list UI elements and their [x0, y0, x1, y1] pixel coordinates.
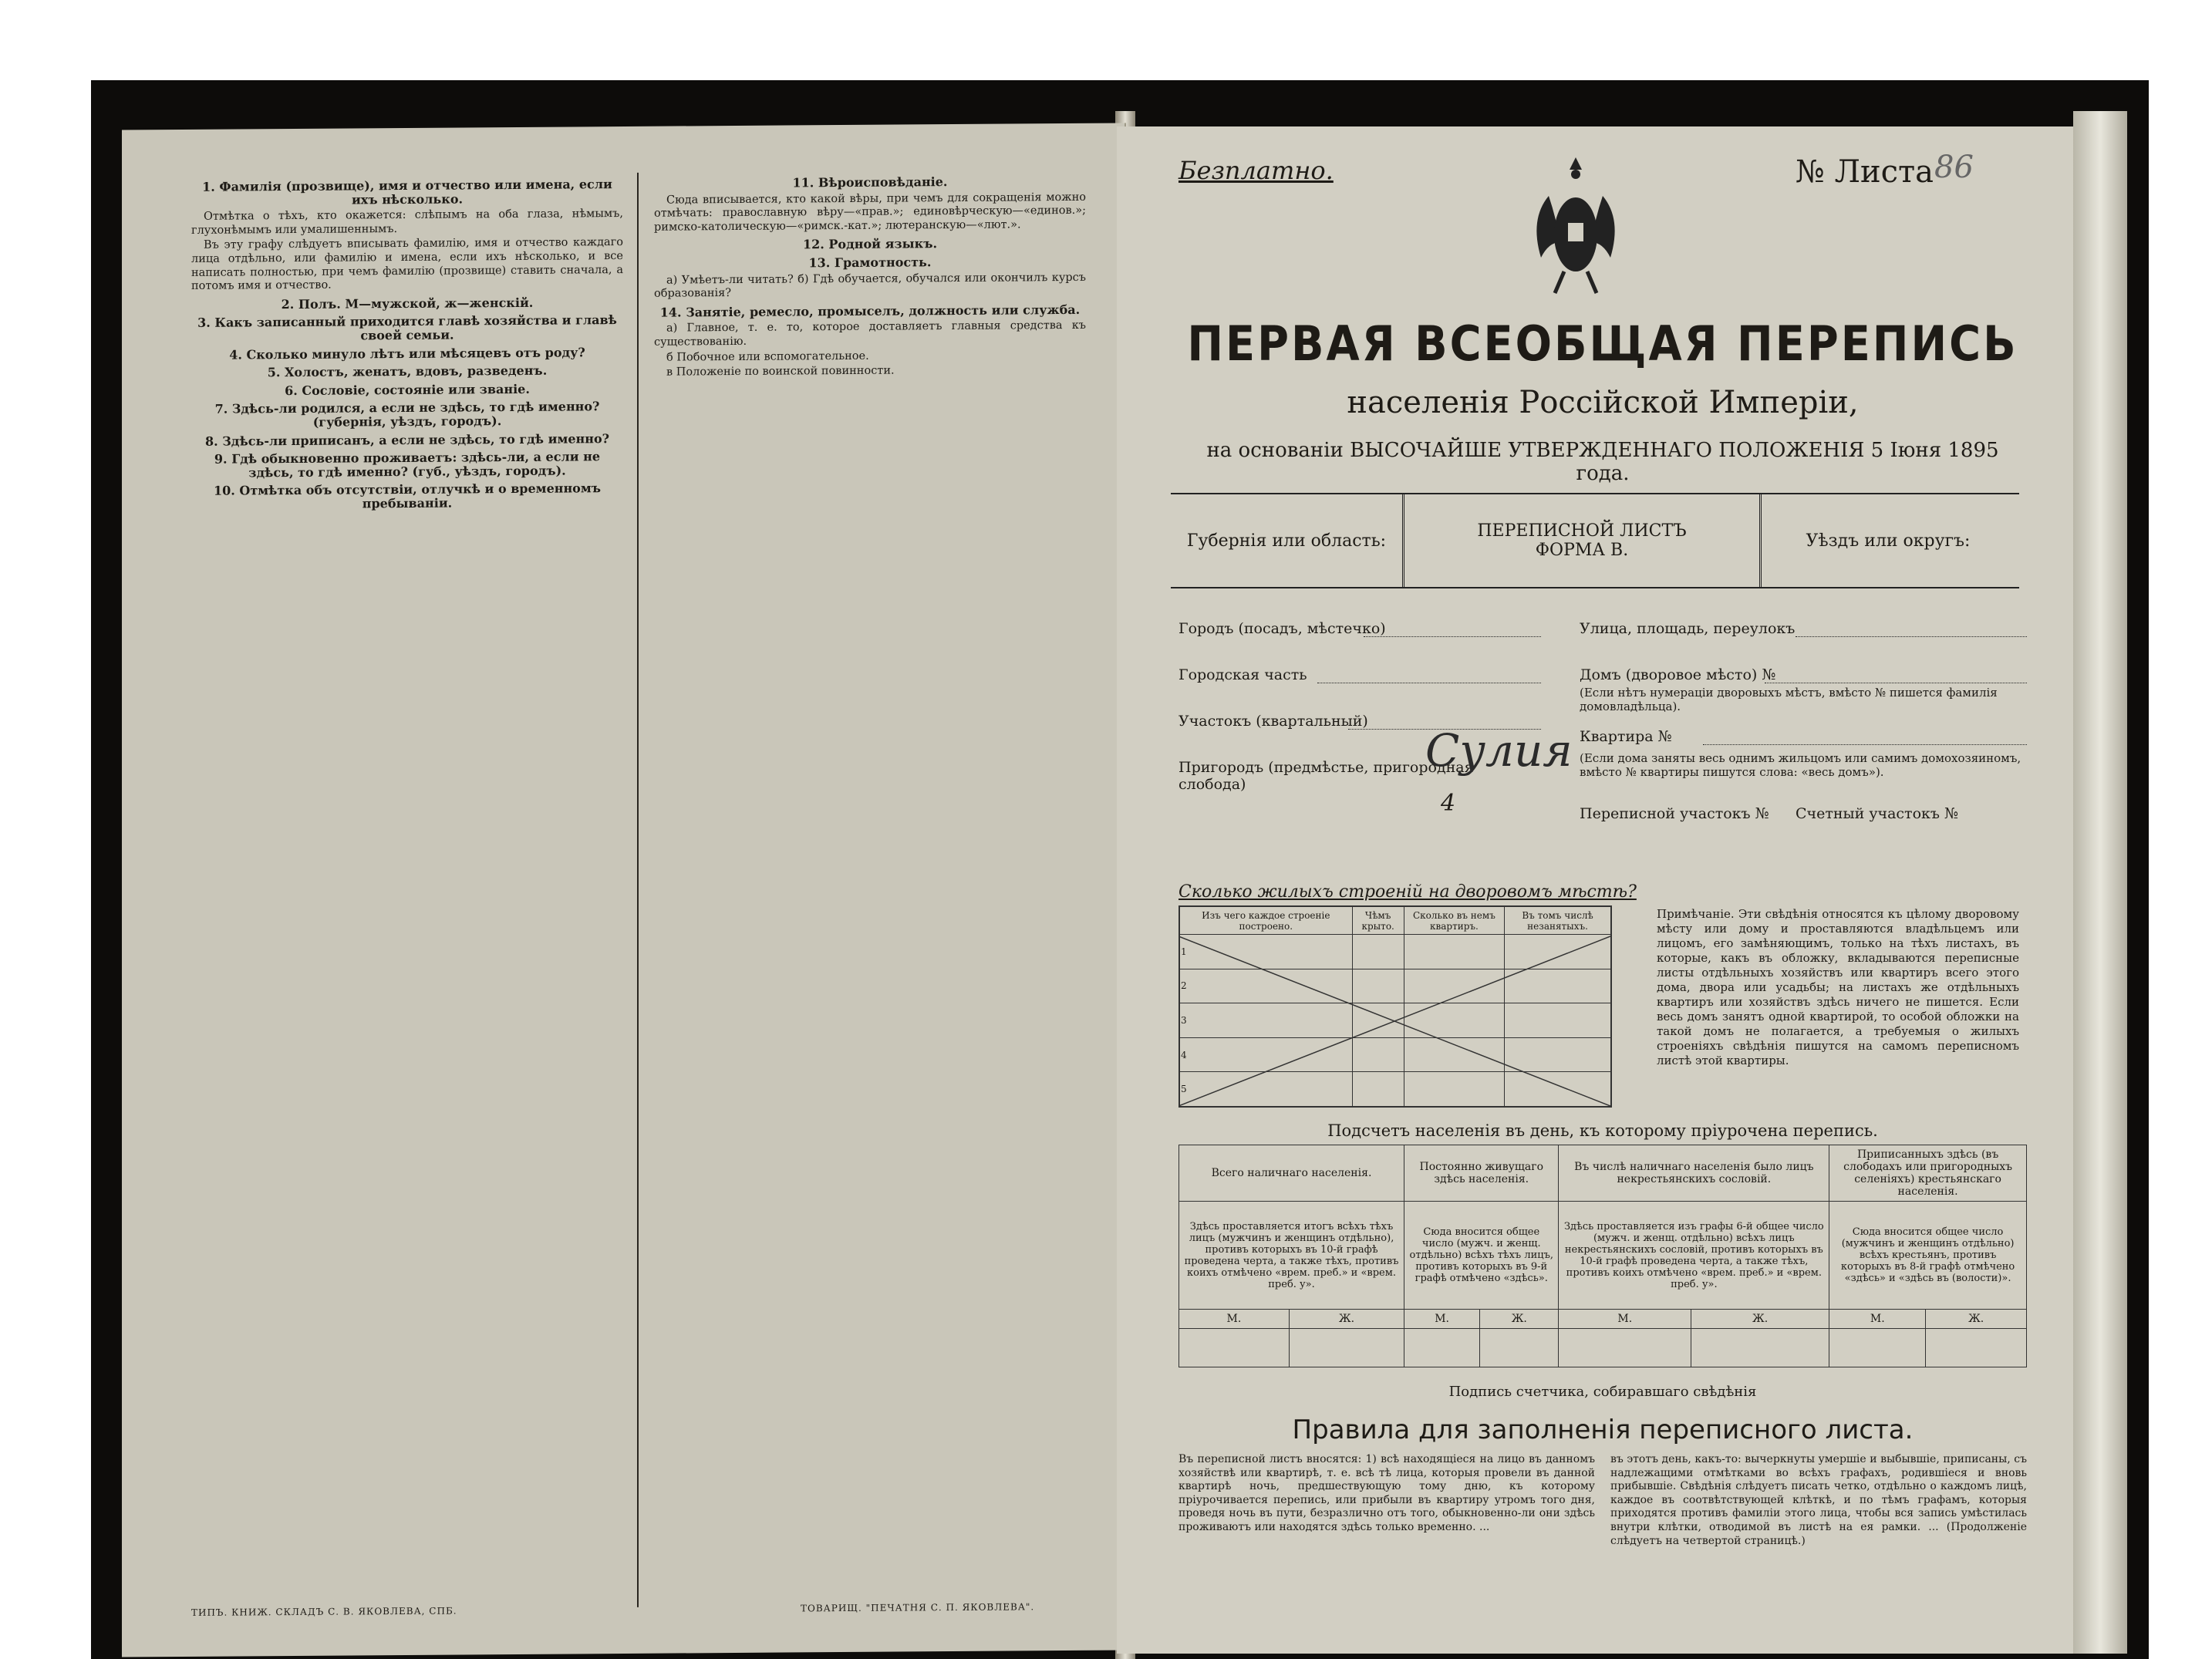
- left-page: [122, 123, 1126, 1657]
- female-label: Ж.: [1691, 1310, 1829, 1329]
- male-label: М.: [1829, 1310, 1926, 1329]
- free-label: Безплатно.: [1178, 156, 1334, 185]
- field-street: Улица, площадь, переулокъ: [1580, 620, 1796, 637]
- field-suburb: Пригородъ (предмѣстье, пригородная слобода): [1178, 759, 1474, 793]
- buildings-row-number: 4: [1180, 1037, 1353, 1072]
- count-header: Приписанныхъ здѣсь (въ слободахъ или пригородныхъ селеніяхъ) крестьянскаго населенія.: [1829, 1145, 2027, 1202]
- section-text: Въ эту графу слѣдуетъ вписывать фамилію, имя и отчество каждаго лица отдѣльно, или фамилію и имена, если ихъ нѣсколько, и все написать полностью, при чемъ фамилію (прозвище) ставить сначала, а потомъ имя и отчество.: [191, 236, 623, 293]
- female-label: Ж.: [1289, 1310, 1404, 1329]
- section-heading: 8. Здѣсь-ли приписанъ, а если не здѣсь, то гдѣ именно?: [204, 430, 610, 449]
- population-count-table: [1178, 1145, 2027, 1367]
- buildings-question: Сколько жилыхъ строеній на дворовомъ мѣстѣ?: [1178, 882, 1637, 902]
- section-heading: 2. Полъ. М—мужской, ж—женскій.: [281, 295, 534, 312]
- section-text: а) Умѣетъ-ли читать? б) Гдѣ обучается, обучался или окончилъ курсъ образованія?: [654, 271, 1086, 300]
- population-count-title: Подсчетъ населенія въ день, къ которому пріурочена перепись.: [1327, 1121, 1878, 1140]
- imperial-eagle-emblem: [1526, 150, 1626, 296]
- section-heading: 14. Занятіе, ремесло, промыселъ, должность или служба.: [659, 302, 1081, 320]
- female-label: Ж.: [1926, 1310, 2027, 1329]
- section-heading: 6. Сословіе, состояніе или званіе.: [285, 381, 530, 398]
- field-district: Участокъ (квартальный): [1178, 713, 1368, 730]
- printer-footer-left: ТИПЪ. КНИЖ. СКЛАДЪ С. В. ЯКОВЛЕВА, СПБ.: [191, 1605, 457, 1618]
- section-heading: 13. Грамотность.: [808, 255, 932, 271]
- section-heading: 5. Холостъ, женатъ, вдовъ, разведенъ.: [267, 362, 548, 380]
- buildings-header: Изъ чего каждое строеніе построено.: [1180, 907, 1353, 935]
- section-heading: 4. Сколько минуло лѣтъ или мѣсяцевъ отъ роду?: [229, 344, 585, 362]
- buildings-row-number: 2: [1180, 969, 1353, 1003]
- count-description: Сюда вносится общее число (мужч. и женщ. отдѣльно) всѣхъ тѣхъ лицъ, противъ которыхъ въ 9-й графѣ отмѣчено «здѣсь».: [1404, 1202, 1559, 1310]
- right-page: [1117, 126, 2073, 1654]
- field-house: Домъ (дворовое мѣсто) №: [1580, 666, 1776, 683]
- section-heading: 11. Вѣроисповѣданіе.: [792, 174, 948, 191]
- count-header: Въ числѣ наличнаго населенія было лицъ некрестьянскихъ сословій.: [1559, 1145, 1829, 1202]
- province-field: Губернія или область:: [1186, 531, 1387, 551]
- section-heading: 7. Здѣсь-ли родился, а если не здѣсь, то гдѣ именно? (губернія, уѣздъ, городъ).: [214, 399, 600, 430]
- section-heading: 1. Фамилія (прозвище), имя и отчество или имена, если ихъ нѣсколько.: [202, 177, 612, 207]
- legal-basis-line: на основаніи ВЫСОЧАЙШЕ УТВЕРЖДЕННАГО ПОЛОЖЕНІЯ 5 Іюня 1895 года.: [1206, 439, 1999, 485]
- scanned-book-spread: [91, 80, 2149, 1659]
- section-text: Отмѣтка о тѣхъ, кто окажется: слѣпымъ на оба глаза, нѣмымъ, глухонѣмымъ или умалишеннымъ.: [191, 207, 623, 237]
- field-house-note: (Если нѣтъ нумераціи дворовыхъ мѣстъ, вмѣсто № пишется фамилія домовладѣльца).: [1580, 686, 1998, 713]
- field-count-district: Счетный участокъ №: [1796, 805, 1958, 822]
- form-title-sub: ФОРМА В.: [1535, 541, 1629, 560]
- sheet-number-label: № Листа: [1796, 154, 1934, 190]
- count-description: Сюда вносится общее число (мужчинъ и женщинъ отдѣльно) всѣхъ крестьянъ, противъ которыхъ въ 8-й графѣ отмѣчено «здѣсь» и «здѣсь въ (волости)».: [1829, 1202, 2027, 1310]
- field-apartment: Квартира №: [1580, 728, 1672, 745]
- rules-column-2: въ этотъ день, какъ-то: вычеркнуты умершіе и выбывшіе, приписаны, съ надлежащими отмѣтками во всѣхъ графахъ, родившіеся и вновь прибывшіе. Свѣдѣнія слѣдуетъ писать четко, отдѣльно о каждомъ лицѣ, каждое въ соотвѣтствующей клѣткѣ, и по тѣмъ графамъ, которыя приходятся противъ фамиліи этого лица, чтобы вся запись умѣстилась внутри клѣтки, отводимой въ листѣ на ея рамки. ... (Продолженіе слѣдуетъ на четвертой страницѣ.): [1610, 1453, 2027, 1547]
- count-description: Здѣсь проставляется изъ графы 6-й общее число (мужч. и женщ. отдѣльно) всѣхъ лицъ некрестьянскихъ сословій, противъ которыхъ въ 10-й графѣ проведена черта, а также тѣхъ, противъ коихъ отмѣчено «врем. преб.» и «врем. преб. у».: [1559, 1202, 1829, 1310]
- field-line: [1765, 682, 2027, 683]
- section-heading: 3. Какъ записанный приходится главѣ хозяйства и главѣ своей семьи.: [197, 312, 617, 343]
- buildings-header: Сколько въ немъ квартиръ.: [1404, 907, 1504, 935]
- field-line: [1703, 744, 2027, 745]
- column-divider: [637, 173, 639, 1607]
- field-line: [1796, 636, 2027, 637]
- section-text: Сюда вписывается, кто какой вѣры, при чемъ для сокращенія можно отмѣчать: православную вѣру—«прав.»; единовѣрческую—«единов.»; римско-католическую—«римск.-кат.»; лютеранскую—«лют.».: [654, 191, 1086, 234]
- buildings-row-number: 1: [1180, 935, 1353, 969]
- handwritten-street: Сулия: [1425, 724, 1573, 777]
- section-heading: 9. Гдѣ обыкновенно проживаетъ: здѣсь-ли, а если не здѣсь, то гдѣ именно? (губ., уѣздъ, городъ).: [214, 449, 601, 481]
- section-heading: 10. Отмѣтка объ отсутствіи, отлучкѣ и о временномъ пребываніи.: [213, 481, 602, 511]
- field-city: Городъ (посадъ, мѣстечко): [1178, 620, 1386, 637]
- field-line: [1317, 682, 1541, 683]
- female-label: Ж.: [1480, 1310, 1559, 1329]
- rules-column-1: Въ переписной листъ вносятся: 1) всѣ находящіеся на лицо въ данномъ хозяйствѣ или квартирѣ, т. е. всѣ тѣ лица, которыя провели въ данной квартирѣ ночь, предшествующую тому дню, къ которому пріурочивается перепись, или прибыли въ квартиру утромъ того дня, проведя ночь въ пути, безразлично отъ того, обыкновенно-ли они здѣсь проживаютъ или находятся здѣсь только временно. ...: [1178, 1453, 1595, 1533]
- form-title: [1402, 494, 1762, 587]
- census-title: ПЕРВАЯ ВСЕОБЩАЯ ПЕРЕПИСЬ: [1187, 315, 2018, 372]
- male-label: М.: [1404, 1310, 1480, 1329]
- field-apartment-note: (Если дома заняты весь однимъ жильцомъ или самимъ домохозяиномъ, вмѣсто № квартиры пишутся слова: «весь домъ»).: [1580, 751, 2021, 779]
- section-text: а) Главное, т. е. то, которое доставляетъ главныя средства къ существованію.: [654, 319, 1086, 349]
- count-description: Здѣсь проставляется итогъ всѣхъ тѣхъ лицъ (мужчинъ и женщинъ отдѣльно), противъ которыхъ въ 10-й графѣ проведена черта, а также тѣхъ, противъ коихъ отмѣчено «врем. преб.» и «врем. преб. у».: [1179, 1202, 1404, 1310]
- handwritten-sheet-number: 86: [1934, 150, 1974, 185]
- section-heading: 12. Родной языкъ.: [802, 236, 938, 252]
- buildings-note: Примѣчаніе. Эти свѣдѣнія относятся къ цѣлому дворовому мѣсту или дому и проставляются владѣльцемъ или лицомъ, его замѣняющимъ, только на тѣхъ листахъ, въ которые, какъ въ обложку, вкладываются переписные листы отдѣльныхъ хозяйствъ или квартиръ всего этого дома, двора или усадьбы; на листахъ же отдѣльныхъ квартиръ или хозяйствъ здѣсь ничего не пишется. Если весь домъ занятъ одной квартирой, то особой обложки на такой домъ не полагается, а требуемыя о жилыхъ строеніяхъ свѣдѣнія пишутся на самомъ переписномъ листѣ этой квартиры.: [1657, 907, 2019, 1067]
- printer-footer-right: ТОВАРИЩ. "ПЕЧАТНЯ С. П. ЯКОВЛЕВА".: [801, 1601, 1035, 1614]
- field-census-district: Переписной участокъ №: [1580, 805, 1769, 822]
- buildings-crossout: [1178, 905, 1610, 1106]
- census-subtitle: населенія Россійской Имперіи,: [1347, 385, 1859, 420]
- left-page-column-1: [191, 173, 623, 514]
- uezd-field: Уѣздъ или округъ:: [1806, 531, 1971, 551]
- count-header: Всего наличнаго населенія.: [1179, 1145, 1404, 1202]
- handwritten-apartment: 4: [1441, 790, 1456, 817]
- buildings-row-number: 5: [1180, 1072, 1353, 1107]
- rules-title: Правила для заполненія переписного листа.: [1292, 1415, 1914, 1445]
- form-title-main: ПЕРЕПИСНОЙ ЛИСТЪ: [1477, 521, 1687, 541]
- left-page-column-2: [654, 170, 1086, 382]
- male-label: М.: [1179, 1310, 1290, 1329]
- buildings-header: Чѣмъ крыто.: [1352, 907, 1404, 935]
- count-header: Постоянно живущаго здѣсь населенія.: [1404, 1145, 1559, 1202]
- page-edge-stack: [2073, 111, 2127, 1654]
- buildings-header: Въ томъ числѣ незанятыхъ.: [1505, 907, 1611, 935]
- section-text: в Положеніе по воинской повинности.: [666, 364, 895, 379]
- form-header-box: [1171, 493, 2019, 588]
- male-label: М.: [1559, 1310, 1691, 1329]
- field-city-part: Городская часть: [1178, 666, 1307, 683]
- section-text: б Побочное или вспомогательное.: [666, 349, 869, 364]
- field-line: [1364, 636, 1541, 637]
- buildings-row-number: 3: [1180, 1003, 1353, 1038]
- enumerator-signature-line: Подпись счетчика, собиравшаго свѣдѣнія: [1448, 1384, 1757, 1400]
